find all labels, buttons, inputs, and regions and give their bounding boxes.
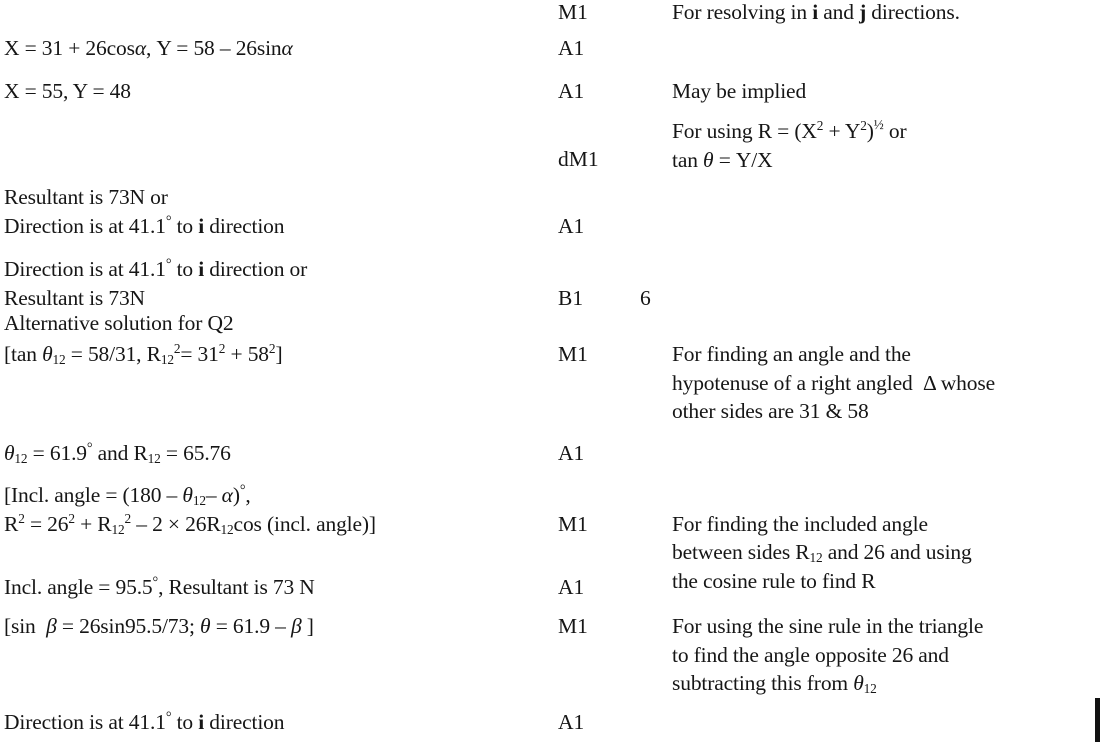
mark-code: A1 (558, 79, 585, 103)
comment-line: between sides $R_{12}$ and 26 and using (672, 540, 972, 565)
theta-symbol: θ (200, 614, 211, 638)
working-line: [tan $\theta_{12} = 58/31$, $R_{12}^2= 31^2 + 58^2$] (4, 340, 283, 367)
comment-line: other sides are 31 & 58 (672, 399, 869, 423)
mark-code: M1 (558, 0, 588, 24)
subscript: 12 (809, 549, 823, 565)
exponent: 2 (68, 510, 75, 526)
comment-line: to find the angle opposite 26 and (672, 642, 949, 667)
mark-code: M1 (558, 342, 588, 366)
working-line: [Incl. angle = ($180 - \theta_{12}-$ α)°, (4, 482, 251, 508)
delta-symbol: Δ (923, 370, 936, 395)
comment-line: For resolving in i and j directions. (672, 0, 960, 24)
mark-code: A1 (558, 213, 585, 238)
working-line: Incl. angle = 95.5°, Resultant is 73 N (4, 574, 315, 599)
working-line: Resultant is 73N or (4, 185, 168, 209)
working-line: $R^2 = 26^2 + R_{12}^2 - 2 \times 26R_{12}\cos$ (incl. angle)] (4, 510, 376, 537)
comment-line: the cosine rule to find R (672, 568, 876, 593)
degree-symbol: ° (165, 213, 172, 230)
mark-code: A1 (558, 575, 585, 599)
theta-symbol: θ (4, 441, 15, 465)
comment-line: For finding the included angle (672, 511, 928, 536)
degree-symbol: ° (165, 709, 172, 726)
degree-symbol: ° (86, 440, 93, 457)
mark-code: M1 (558, 511, 588, 536)
working-line: Alternative solution for Q2 (4, 311, 234, 335)
comment-line: subtracting this from $\theta_{12}$ (672, 671, 877, 696)
working-line: X = 31 + 26cosα, Y = 58 – 26sinα (4, 36, 293, 60)
vector-i: i (198, 213, 205, 238)
theta-symbol: θ (182, 483, 193, 507)
exponent: 2 (268, 340, 276, 356)
comment-line: hypotenuse of a right angled Δ whose (672, 370, 995, 395)
comment-line: For finding an angle and the (672, 342, 911, 366)
mark-code: A1 (558, 36, 585, 60)
exponent: 2 (218, 340, 226, 356)
working-cell (4, 481, 552, 538)
comment-line: For using $R = (X^2 + Y^2)^{\frac{1}{2}}$ or (672, 117, 907, 143)
mark-code: A1 (558, 710, 585, 734)
degree-symbol: ° (239, 482, 246, 499)
comment-line: tan θ = Y/X (672, 147, 773, 172)
working-cell (4, 34, 552, 63)
working-line: Resultant is 73N (4, 285, 145, 310)
mark-code: A1 (558, 441, 585, 465)
total-marks: 6 (640, 285, 651, 310)
subscript: 12 (160, 351, 174, 367)
theta-symbol: θ (703, 147, 714, 172)
working-cell (4, 573, 552, 602)
working-cell (4, 340, 552, 369)
exponent: 2 (816, 117, 824, 133)
working-line: Direction is at 41.1° to i direction or (4, 256, 308, 281)
comment-cell (672, 340, 1092, 426)
working-line: Direction is at 41.1° to i direction (4, 213, 285, 238)
table-row (0, 255, 1100, 310)
theta-symbol: θ (42, 342, 53, 366)
comment-cell (672, 612, 1092, 698)
vector-i: i (812, 0, 819, 24)
exponent: 2 (860, 117, 867, 133)
working-cell (4, 77, 552, 106)
exponent: 2 (18, 510, 25, 526)
alpha-symbol: α (221, 483, 233, 507)
comment-cell (672, 0, 1092, 27)
half-exponent: ½ (873, 117, 884, 133)
working-cell (4, 612, 552, 641)
subscript: 12 (220, 521, 234, 537)
subscript: 12 (863, 680, 877, 696)
subscript: 12 (14, 450, 28, 466)
subscript: 12 (147, 450, 161, 466)
vector-j: j (859, 0, 867, 24)
comment-line: May be implied (672, 79, 807, 103)
comment-cell (672, 117, 1092, 174)
vector-i: i (198, 710, 205, 734)
working-cell (4, 439, 552, 468)
beta-symbol: β (46, 614, 57, 638)
working-line: X = 55, Y = 48 (4, 79, 131, 103)
working-cell (4, 309, 552, 338)
comment-cell (672, 77, 1092, 106)
alpha-symbol: α (281, 36, 293, 60)
table-row (0, 183, 1100, 238)
page-edge-mark (1095, 698, 1100, 742)
comment-line: For using the sine rule in the triangle (672, 614, 984, 638)
working-cell (4, 255, 552, 312)
exponent: 2 (124, 510, 132, 526)
beta-symbol: β (290, 614, 302, 638)
comment-cell (672, 510, 1092, 596)
working-line: [sin β = 26sin95.5/73; θ = 61.9 – β ] (4, 614, 314, 638)
working-cell (4, 708, 552, 737)
working-line: $\theta_{12} = 61.9^\circ$ and $R_{12} = 65.76$ (4, 440, 231, 466)
working-cell (4, 183, 552, 240)
subscript: 12 (192, 492, 206, 508)
mark-code: B1 (558, 285, 584, 310)
theta-symbol: θ (853, 671, 864, 695)
alpha-symbol: α (134, 36, 146, 60)
mark-code: M1 (558, 614, 588, 638)
vector-i: i (198, 257, 205, 281)
degree-symbol: ° (152, 574, 159, 591)
subscript: 12 (111, 521, 125, 537)
exponent: 2 (173, 340, 181, 356)
mark-code: dM1 (558, 147, 599, 171)
working-line: Direction is at 41.1° to i direction (4, 709, 285, 734)
degree-symbol: ° (165, 256, 172, 273)
subscript: 12 (52, 351, 66, 367)
